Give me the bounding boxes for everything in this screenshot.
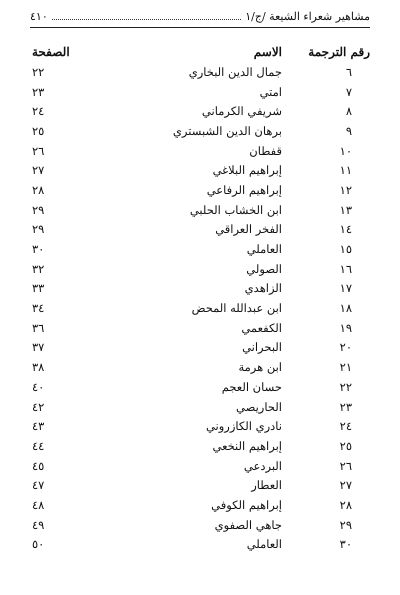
entry-name: نادري الكازروني	[205, 419, 282, 434]
entry-name: إبراهيم البلاغي	[212, 163, 282, 178]
column-header-number: رقم الترجمة	[308, 45, 370, 59]
entry-name: الحاريصي	[236, 399, 282, 414]
table-row	[30, 180, 370, 200]
entry-number: ١٤	[339, 222, 352, 237]
entry-name: الكفعمي	[241, 320, 282, 335]
entry-name: برهان الدين الشبستري	[172, 123, 282, 138]
table-row	[30, 436, 370, 456]
entry-name: الزاهدي	[244, 281, 282, 296]
entry-page: ٤٣	[32, 419, 45, 434]
entry-page: ٥٠	[32, 537, 45, 552]
column-header-page: الصفحة	[32, 45, 70, 59]
entry-page: ٤٥	[32, 458, 45, 473]
entry-name: إبراهيم الرفاعي	[206, 182, 282, 197]
entry-name: امتي	[259, 84, 282, 99]
table-row	[30, 318, 370, 338]
entry-number: ١٢	[339, 182, 352, 197]
entry-number: ١٥	[339, 242, 352, 257]
entry-number: ١٣	[339, 202, 352, 217]
entry-name: العاملي	[246, 242, 282, 257]
table-row	[30, 495, 370, 515]
running-header	[30, 10, 370, 26]
entry-page: ٢٨	[32, 182, 45, 197]
entry-page: ٣٦	[32, 320, 45, 335]
table-row	[30, 377, 370, 397]
table-row	[30, 239, 370, 259]
entry-page: ٢٢	[32, 64, 45, 79]
entry-number: ٨	[345, 104, 352, 119]
table-row	[30, 416, 370, 436]
table-row	[30, 160, 370, 180]
entry-number: ٢١	[339, 360, 352, 375]
table-body	[30, 62, 370, 554]
entry-number: ٢٣	[339, 399, 352, 414]
entry-page: ٢٧	[32, 163, 45, 178]
table-row	[30, 259, 370, 279]
table-row	[30, 338, 370, 358]
entry-number: ١٧	[339, 281, 352, 296]
entry-number: ٧	[345, 84, 352, 99]
page-number: ٤١٠	[30, 10, 48, 23]
entry-name: إبراهيم النخعي	[212, 438, 282, 453]
entry-number: ١٩	[339, 320, 352, 335]
table-row	[30, 62, 370, 82]
entry-name: إبراهيم الكوفي	[211, 497, 282, 512]
entry-name: العاملي	[246, 537, 282, 552]
entry-page: ٤٤	[32, 438, 45, 453]
table-row	[30, 220, 370, 240]
entry-page: ٤٢	[32, 399, 45, 414]
entry-page: ٢٩	[32, 222, 45, 237]
table-row	[30, 535, 370, 555]
entry-name: الفخر العراقي	[215, 222, 282, 237]
entry-number: ٦	[345, 64, 352, 79]
entry-page: ٣٣	[32, 281, 45, 296]
entry-page: ٢٩	[32, 202, 45, 217]
header-rule	[30, 27, 370, 28]
table-row	[30, 475, 370, 495]
entry-number: ٢٢	[339, 379, 352, 394]
entry-number: ١٨	[339, 301, 352, 316]
index-table	[30, 42, 370, 554]
entry-name: جاهي الصفوي	[214, 517, 282, 532]
table-row	[30, 101, 370, 121]
entry-page: ٤٠	[32, 379, 45, 394]
entry-number: ٢٥	[339, 438, 352, 453]
entry-name: الصولي	[246, 261, 282, 276]
table-row	[30, 397, 370, 417]
table-row	[30, 279, 370, 299]
entry-number: ٢٠	[339, 340, 352, 355]
entry-page: ٤٧	[32, 478, 45, 493]
entry-number: ٣٠	[339, 537, 352, 552]
entry-number: ٢٦	[339, 458, 352, 473]
entry-page: ٣٧	[32, 340, 45, 355]
entry-number: ٢٤	[339, 419, 352, 434]
entry-number: ١٦	[339, 261, 352, 276]
dotted-leader	[52, 19, 242, 20]
running-title: مشاهير شعراء الشيعة /ج/١	[245, 10, 370, 23]
entry-number: ٢٩	[339, 517, 352, 532]
entry-name: قفطان	[249, 143, 282, 158]
table-row	[30, 456, 370, 476]
table-header-row	[30, 42, 370, 62]
entry-name: العطار	[251, 478, 282, 493]
column-header-name: الاسم	[253, 45, 282, 59]
entry-number: ٢٧	[339, 478, 352, 493]
entry-page: ٤٨	[32, 497, 45, 512]
table-row	[30, 82, 370, 102]
table-row	[30, 200, 370, 220]
table-row	[30, 298, 370, 318]
entry-name: البردعي	[243, 458, 282, 473]
entry-name: ابن عبدالله المحض	[191, 301, 282, 316]
table-row	[30, 141, 370, 161]
entry-name: حسان العجم	[221, 379, 282, 394]
entry-page: ٤٩	[32, 517, 45, 532]
entry-page: ٢٦	[32, 143, 45, 158]
table-row	[30, 121, 370, 141]
entry-number: ٢٨	[339, 497, 352, 512]
entry-page: ٣٠	[32, 242, 45, 257]
entry-number: ٩	[345, 123, 352, 138]
table-row	[30, 357, 370, 377]
table-row	[30, 515, 370, 535]
entry-page: ٣٤	[32, 301, 45, 316]
entry-page: ٢٣	[32, 84, 45, 99]
entry-page: ٢٤	[32, 104, 45, 119]
entry-page: ٣٢	[32, 261, 45, 276]
entry-page: ٣٨	[32, 360, 45, 375]
entry-name: شريفي الكرماني	[201, 104, 282, 119]
entry-name: جمال الدين البخاري	[188, 64, 282, 79]
entry-name: ابن هرمة	[238, 360, 282, 375]
entry-name: البحراني	[242, 340, 282, 355]
entry-name: ابن الخشاب الحلبي	[189, 202, 282, 217]
entry-number: ١٠	[339, 143, 352, 158]
entry-number: ١١	[339, 163, 352, 178]
entry-page: ٢٥	[32, 123, 45, 138]
